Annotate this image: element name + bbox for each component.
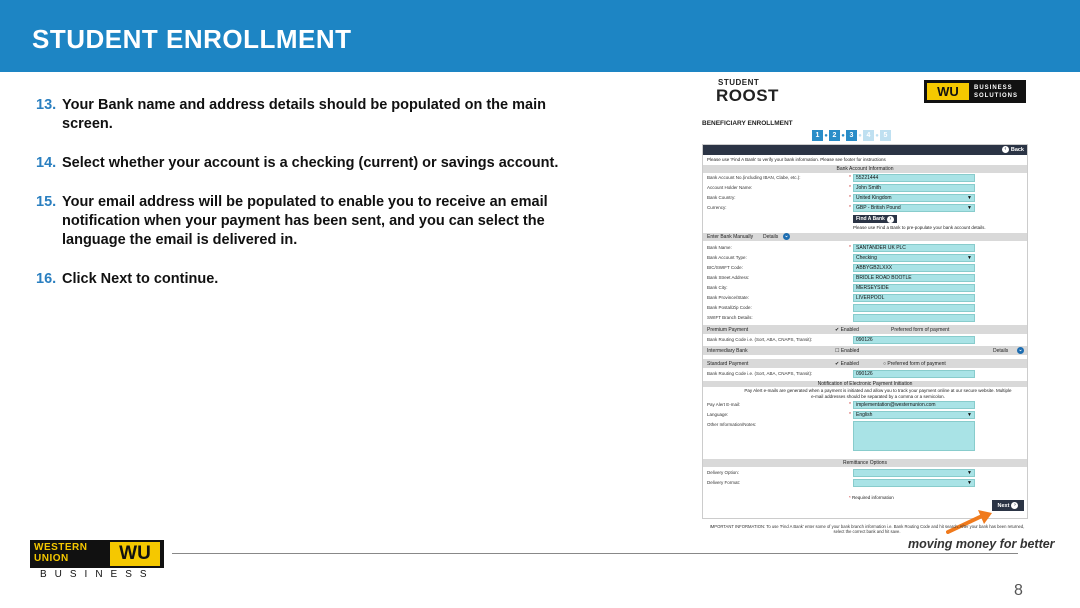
intro-text: Please use 'Find A Bank' to verify your bank information. Please see footer for instructions xyxy=(707,157,886,162)
premium-payment-section xyxy=(703,325,1027,334)
language-value: English xyxy=(856,412,873,418)
wu-business-solutions-logo xyxy=(924,80,1026,103)
premium-enabled-label: Enabled xyxy=(840,327,859,333)
required-marker: * xyxy=(849,185,851,191)
beneficiary-enrollment-title: BENEFICIARY ENROLLMENT xyxy=(702,120,793,127)
standard-preferred-radio[interactable]: ○ Preferred form of payment xyxy=(883,361,946,367)
page-title: STUDENT ENROLLMENT xyxy=(32,24,352,54)
field-label: Language: xyxy=(707,412,729,417)
account-type-select[interactable] xyxy=(853,254,975,262)
field-label: Bank Account Type: xyxy=(707,255,747,260)
bank-province-input[interactable]: LIVERPOOL xyxy=(853,294,975,302)
progress-step: 1 xyxy=(812,130,823,141)
currency-select[interactable] xyxy=(853,204,975,212)
field-label: Delivery Option: xyxy=(707,470,740,475)
required-marker: * xyxy=(849,245,851,251)
field-label: Pay Alert E-mail: xyxy=(707,402,741,407)
required-info-text: Required information xyxy=(852,495,894,500)
chevron-down-icon: ▼ xyxy=(967,480,972,486)
wu-logo-line1: WESTERN xyxy=(34,542,88,553)
back-button-label: Back xyxy=(1010,146,1024,153)
premium-payment-title: Premium Payment xyxy=(707,327,749,333)
required-marker: * xyxy=(849,412,851,418)
find-bank-hint: Please use Find a Bank to pre-populate your bank account details. xyxy=(853,225,986,230)
step-text: Your Bank name and address details should be populated on the main screen. xyxy=(62,97,546,132)
required-marker: * xyxy=(849,175,851,181)
instruction-list xyxy=(36,96,596,309)
swift-code-input[interactable]: ABBYGB2LXXX xyxy=(853,264,975,272)
intermediary-bank-title: Intermediary Bank xyxy=(707,348,748,354)
field-label: Bank Street Address: xyxy=(707,275,750,280)
field-label: Other Information/Notes: xyxy=(707,422,757,427)
header-bar xyxy=(0,0,1080,72)
account-number-input[interactable]: 55221444 xyxy=(853,174,975,182)
field-label: Bank Name: xyxy=(707,245,732,250)
chevron-right-icon: › xyxy=(1011,502,1018,509)
enrollment-form xyxy=(702,144,1028,519)
standard-enabled-checkbox[interactable]: ✔ Enabled xyxy=(835,361,859,367)
currency-value: GBP - British Pound xyxy=(856,205,901,211)
premium-preferred-label: Preferred form of payment xyxy=(891,327,950,333)
delivery-format-select[interactable] xyxy=(853,479,975,487)
bank-name-input[interactable]: SANTANDER UK PLC xyxy=(853,244,975,252)
field-label: SWIFT Branch Details: xyxy=(707,315,753,320)
chevron-right-icon: › xyxy=(887,216,894,223)
account-holder-input[interactable]: John Smith xyxy=(853,184,975,192)
field-label: Currency: xyxy=(707,205,727,210)
intermediary-bank-section xyxy=(703,346,1027,355)
step-number: 14. xyxy=(36,155,57,171)
section-title: Remittance Options xyxy=(843,460,887,466)
delivery-option-select[interactable] xyxy=(853,469,975,477)
wu-logo-solutions: SOLUTIONS xyxy=(974,93,1019,99)
required-marker: * xyxy=(849,402,851,408)
intermediary-enabled-label: Enabled xyxy=(840,348,860,354)
page-number: 8 xyxy=(1014,582,1023,599)
business-wordmark: BUSINESS xyxy=(40,569,155,580)
field-label: Bank Province/State: xyxy=(707,295,750,300)
next-button[interactable] xyxy=(992,500,1024,511)
premium-enabled-checkbox[interactable]: ✔ Enabled xyxy=(835,327,859,333)
enter-bank-manually-section[interactable] xyxy=(703,233,1027,241)
bank-postal-input[interactable] xyxy=(853,304,975,312)
section-title: Notification of Electronic Payment Initiation xyxy=(817,381,913,387)
chevron-down-icon: ⌄ xyxy=(784,233,789,239)
progress-step: 4 xyxy=(863,130,874,141)
swift-branch-input[interactable] xyxy=(853,314,975,322)
instruction-step xyxy=(36,270,596,289)
wu-logo-text xyxy=(974,84,1018,100)
email-input[interactable]: implementation@westernunion.com xyxy=(853,401,975,409)
required-marker: * xyxy=(849,195,851,201)
western-union-logo xyxy=(30,540,164,568)
field-label: Account Holder Name: xyxy=(707,185,753,190)
bank-city-input[interactable]: MERSEYSIDE xyxy=(853,284,975,292)
tagline: moving money for better xyxy=(908,537,1055,551)
field-label: Bank Account No.(including IBAN, Clabe, etc.): xyxy=(707,175,801,180)
chevron-left-icon: ‹ xyxy=(1002,146,1009,153)
roost-logo-top: STUDENT xyxy=(718,78,760,87)
progress-dot: ● xyxy=(824,132,828,139)
progress-step: 3 xyxy=(846,130,857,141)
step-text: Your email address will be populated to enable you to receive an email notification when your payment has been sent, and you can select the language the email is delivered in. xyxy=(62,194,548,248)
instruction-step xyxy=(36,154,596,173)
back-button[interactable] xyxy=(1002,146,1024,153)
bank-street-input[interactable]: BRIDLE ROAD BOOTLE xyxy=(853,274,975,282)
field-label: Bank City: xyxy=(707,285,728,290)
required-marker: * xyxy=(849,205,851,211)
language-select[interactable] xyxy=(853,411,975,419)
find-a-bank-label: Find A Bank xyxy=(856,216,885,222)
intermediary-enabled-checkbox[interactable]: ☐ Enabled xyxy=(835,348,860,354)
notification-text: Pay Alert e-mails are generated when a payment is initiated and allow you to track your payment online at our secure website. Multiple e-mail addresses should be separated by a comma or a semicolon. xyxy=(744,388,1012,399)
step-text: Select whether your account is a checking (current) or savings account. xyxy=(62,155,559,171)
bank-country-select[interactable] xyxy=(853,194,975,202)
progress-dot: ● xyxy=(858,132,862,139)
field-label: BIC/SWIFT Code: xyxy=(707,265,743,270)
progress-dot: ● xyxy=(875,132,879,139)
standard-preferred-label: Preferred form of payment xyxy=(887,361,946,367)
field-label: Bank Postal/Zip Code: xyxy=(707,305,752,310)
chevron-down-icon: ▼ xyxy=(967,470,972,476)
manual-entry-label: Enter Bank Manually xyxy=(707,234,754,240)
field-label: Bank Routing Code i.e. (Sort, ABA, CNAPS, Transit): xyxy=(707,337,813,342)
step-number: 13. xyxy=(36,97,57,113)
wu-logo-line2: UNION xyxy=(34,553,69,564)
progress-step: 5 xyxy=(880,130,891,141)
field-label: Delivery Format: xyxy=(707,480,741,485)
roost-logo-bottom: ROOST xyxy=(716,86,779,105)
chevron-down-icon: ▼ xyxy=(967,205,972,211)
chevron-down-icon: ▼ xyxy=(967,195,972,201)
field-label: Bank Routing Code i.e. (Sort, ABA, CNAPS, Transit): xyxy=(707,371,813,376)
remittance-section xyxy=(703,459,1027,467)
footer-divider xyxy=(172,553,1018,554)
instruction-step xyxy=(36,96,596,134)
step-number: 15. xyxy=(36,194,57,210)
standard-payment-title: Standard Payment xyxy=(707,361,749,367)
next-button-label: Next xyxy=(997,502,1010,509)
account-type-value: Checking xyxy=(856,255,877,261)
step-text: Click Next to continue. xyxy=(62,271,219,287)
wu-logo-words xyxy=(34,542,88,564)
notes-textarea[interactable] xyxy=(853,421,975,451)
notification-section xyxy=(703,381,1027,387)
premium-routing-input[interactable]: 090126 xyxy=(853,336,975,344)
bank-account-section xyxy=(703,165,1027,173)
standard-routing-input[interactable]: 090126 xyxy=(853,370,975,378)
bank-country-value: United Kingdom xyxy=(856,195,892,201)
student-roost-logo xyxy=(708,76,788,106)
chevron-down-icon: ▼ xyxy=(967,412,972,418)
required-info-note: * Required information xyxy=(849,495,894,500)
intermediary-details-toggle[interactable]: Details xyxy=(993,348,1009,354)
chevron-down-icon: ⌄ xyxy=(1018,347,1023,353)
wu-logo-mark: WU xyxy=(110,542,160,566)
standard-payment-section xyxy=(703,359,1027,368)
progress-dot: ● xyxy=(841,132,845,139)
form-top-bar xyxy=(703,145,1027,155)
standard-enabled-label: Enabled xyxy=(840,361,859,367)
wu-mark: WU xyxy=(927,83,969,100)
chevron-down-icon: ▼ xyxy=(967,255,972,261)
wu-logo-business: BUSINESS xyxy=(974,85,1013,91)
important-information: IMPORTANT INFORMATION: To use 'Find A Bank' enter some of your bank branch information i.e. Bank Routing Code and hit search. After your bank has been returned, select the correct bank and hit save. xyxy=(709,524,1025,534)
field-label: Bank Country: xyxy=(707,195,736,200)
progress-steps xyxy=(812,130,891,141)
instruction-step xyxy=(36,193,596,250)
step-number: 16. xyxy=(36,271,57,287)
enrollment-screenshot xyxy=(700,76,1030,541)
details-toggle[interactable]: Details xyxy=(763,234,779,240)
progress-step: 2 xyxy=(829,130,840,141)
find-a-bank-button[interactable] xyxy=(853,215,897,223)
section-title: Bank Account Information xyxy=(836,166,894,172)
